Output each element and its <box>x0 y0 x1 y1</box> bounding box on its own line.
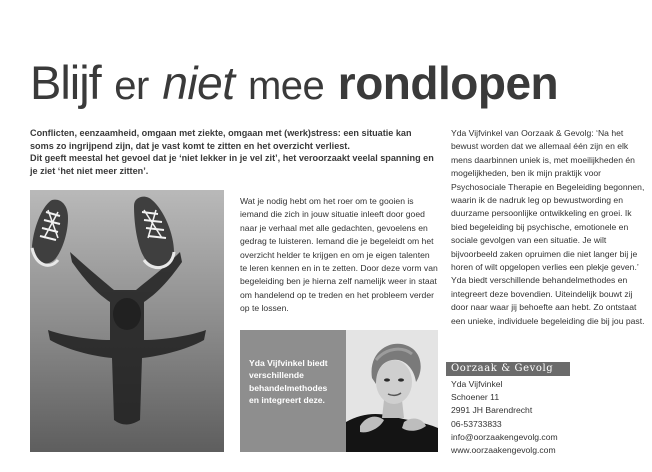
title-word-niet: niet <box>162 57 235 109</box>
contact-phone: 06-53733833 <box>451 418 502 429</box>
contact-block <box>451 378 645 457</box>
title-word-mee: mee <box>247 64 325 108</box>
shoes-photo <box>30 190 224 452</box>
contact-email: info@oorzaakengevolg.com <box>451 431 558 442</box>
intro-paragraph-2: Dit geeft meestal het gevoel dat je ‘niet lekker in je vel zit’, het veroorzaakt veelal spanning en je ziet ‘het niet meer zitten’. <box>30 153 434 176</box>
intro-paragraph-1: Conflicten, eenzaamheid, omgaan met ziekte, omgaan met (werk)stress: een situatie kan soms zo ingrijpend zijn, dat je vast komt te zitten en het overzicht verliest. <box>30 128 412 151</box>
brand-label: Oorzaak & Gevolg <box>446 362 570 376</box>
middle-column <box>240 195 438 316</box>
right-body-text: Yda Vijfvinkel van Oorzaak & Gevolg: ‘Na het bewust worden dat we allemaal één zijn en elk mens daarbinnen uniek is, met moeilijkheden én mogelijkheden, ben ik mijn praktijk voor Psychosociale Therapie en Begeleiding begonnen, waarin ik de nadruk leg op bewustwording en duurzame persoonlijke ontwikkeling en groei. Ik bied begeleiding bij psychische, emotionele en sociale gevolgen van een situatie. Je wilt bijvoorbeeld zaken opruimen die niet langer bij je horen of wilt opgelopen verlies een plekje geven.’ Yda biedt verschillende behandelmethodes en integreert deze bovendien. Uiteindelijk bouwt zij door naar waar jij behoefte aan hebt. Zo ontstaat een unieke, individuele begeleiding die bij jou past. <box>451 128 645 326</box>
title-word-er: er <box>114 64 149 108</box>
portrait-illustration <box>346 330 438 452</box>
title-word-rondlopen: rondlopen <box>337 57 559 109</box>
portrait-photo <box>346 330 438 452</box>
shoes-illustration <box>30 190 224 452</box>
contact-name: Yda Vijfvinkel <box>451 379 503 389</box>
title-word-blijf: Blijf <box>30 56 101 109</box>
quote-text: Yda Vijfvinkel biedt verschillende behandelmethodes en integreert deze. <box>249 358 328 406</box>
right-column <box>451 127 645 328</box>
page-title <box>30 58 640 111</box>
contact-website: www.oorzaakengevolg.com <box>451 445 556 456</box>
middle-body-text: Wat je nodig hebt om het roer om te gooien is iemand die zich in jouw situatie inleeft door goed naar je verhaal met alle gedachten, gevoelens en gedrag te luisteren. Iemand die je begeleidt om het overzicht helder te krijgen en om je eigen talenten te leren kennen en in te zetten. Door deze vorm van begeleiding ben je hierna zelf namelijk weer in staat om handelend op te treden en het probleem verder op te lossen. <box>240 196 438 314</box>
contact-city: 2991 JH Barendrecht <box>451 405 533 416</box>
contact-street: Schoener 11 <box>451 392 500 403</box>
quote-box <box>240 330 346 452</box>
intro-text <box>30 127 435 177</box>
